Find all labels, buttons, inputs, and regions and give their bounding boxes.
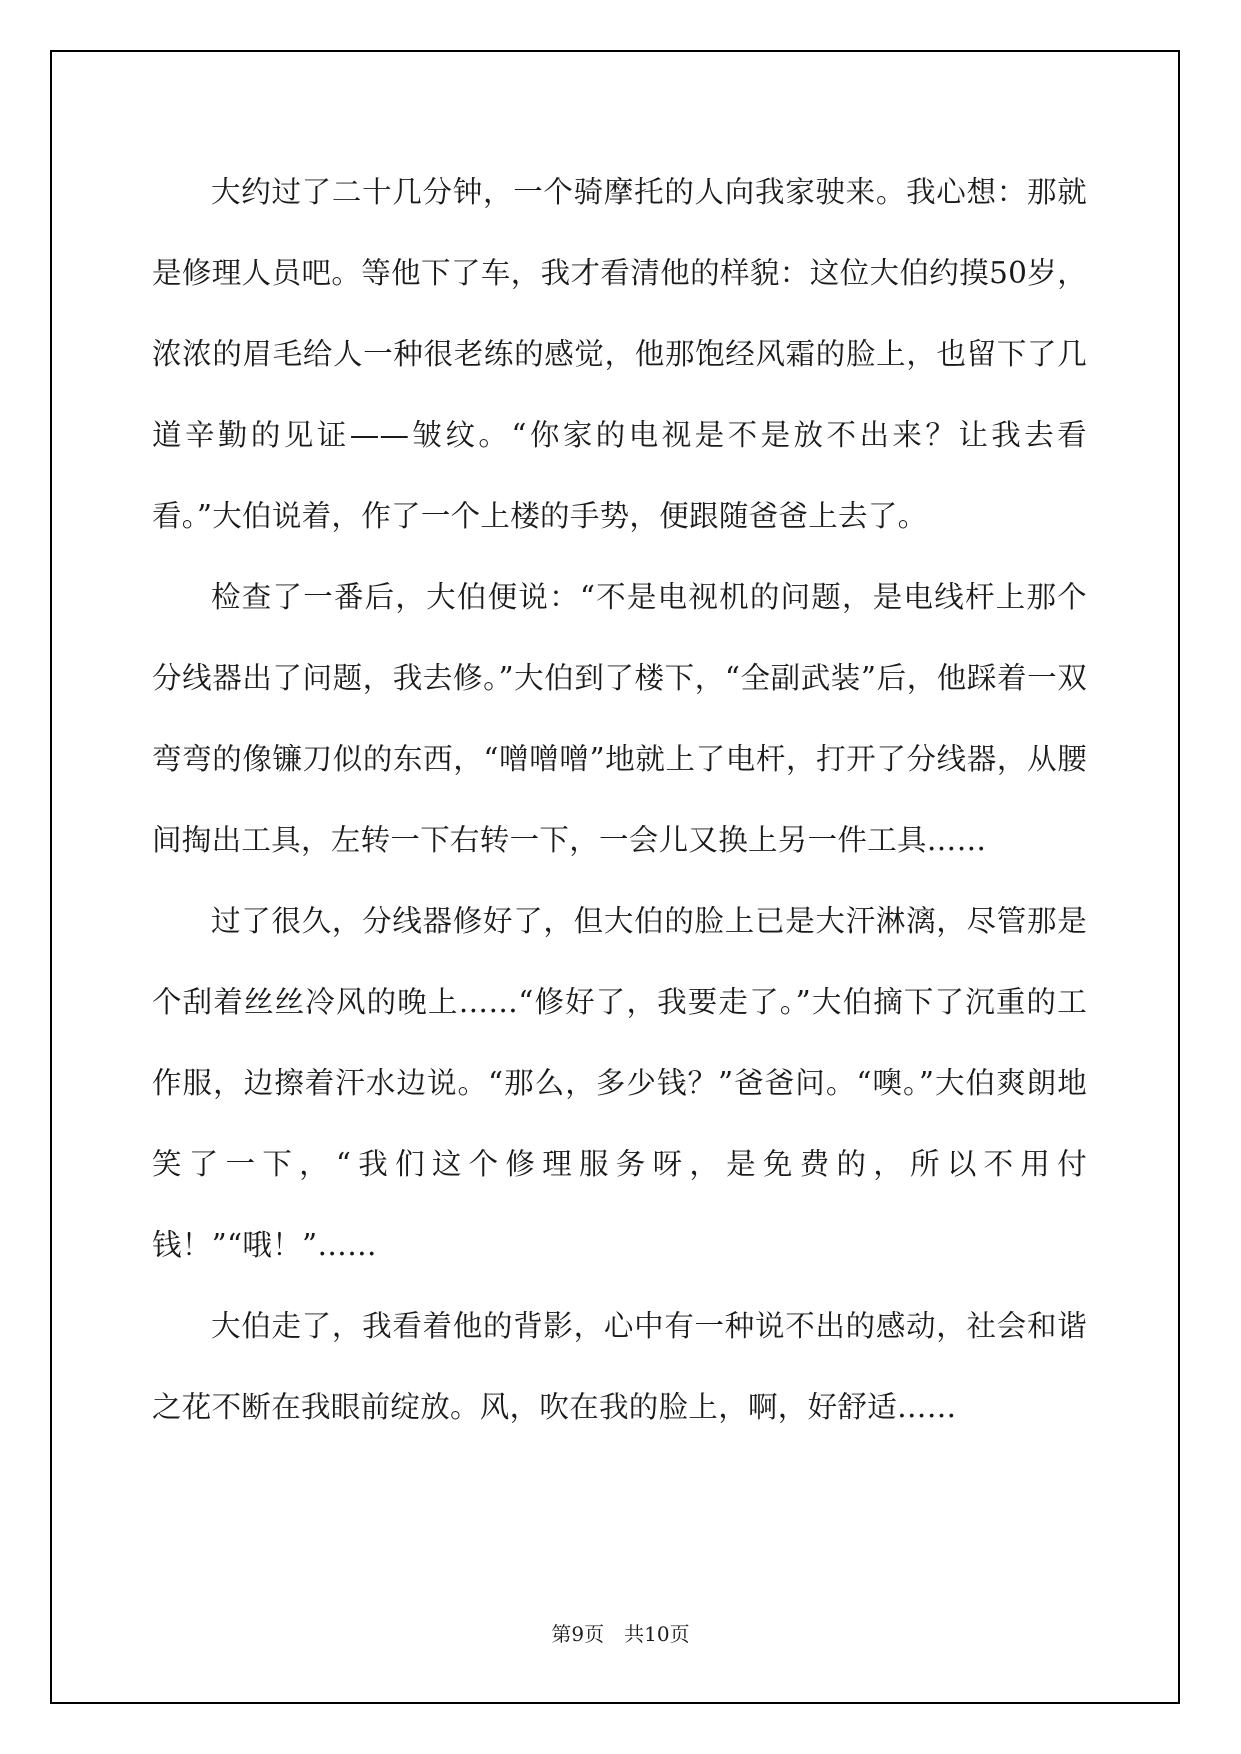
paragraph-3: 过了很久，分线器修好了，但大伯的脸上已是大汗淋漓，尽管那是个刮着丝丝冷风的晚上……“修好了，我要走了。”大伯摘下了沉重的工作服，边擦着汗水边说。“那么，多少钱？”爸爸问。“噢。”大伯爽朗地笑了一下，“我们这个修理服务呀，是免费的，所以不用付钱！”“哦！”…… xyxy=(152,904,1087,1262)
paragraph-1: 大约过了二十几分钟，一个骑摩托的人向我家驶来。我心想：那就是修理人员吧。等他下了车，我才看清他的样貌：这位大伯约摸50岁，浓浓的眉毛给人一种很老练的感觉，他那饱经风霜的脸上，也留下了几道辛勤的见证——皱纹。“你家的电视是不是放不出来？让我去看看。”大伯说着，作了一个上楼的手势，便跟随爸爸上去了。 xyxy=(152,175,1087,533)
page-number-footer: 第9页 共10页 xyxy=(551,1622,690,1646)
document-body xyxy=(152,152,1087,1448)
paragraph-2: 检查了一番后，大伯便说：“不是电视机的问题，是电线杆上那个分线器出了问题，我去修。”大伯到了楼下，“全副武装”后，他踩着一双弯弯的像镰刀似的东西，“噌噌噌”地就上了电杆，打开了分线器，从腰间掏出工具，左转一下右转一下，一会儿又换上另一件工具…… xyxy=(152,580,1087,857)
paragraph-4: 大伯走了，我看着他的背影，心中有一种说不出的感动，社会和谐之花不断在我眼前绽放。风，吹在我的脸上，啊，好舒适…… xyxy=(152,1309,1087,1424)
